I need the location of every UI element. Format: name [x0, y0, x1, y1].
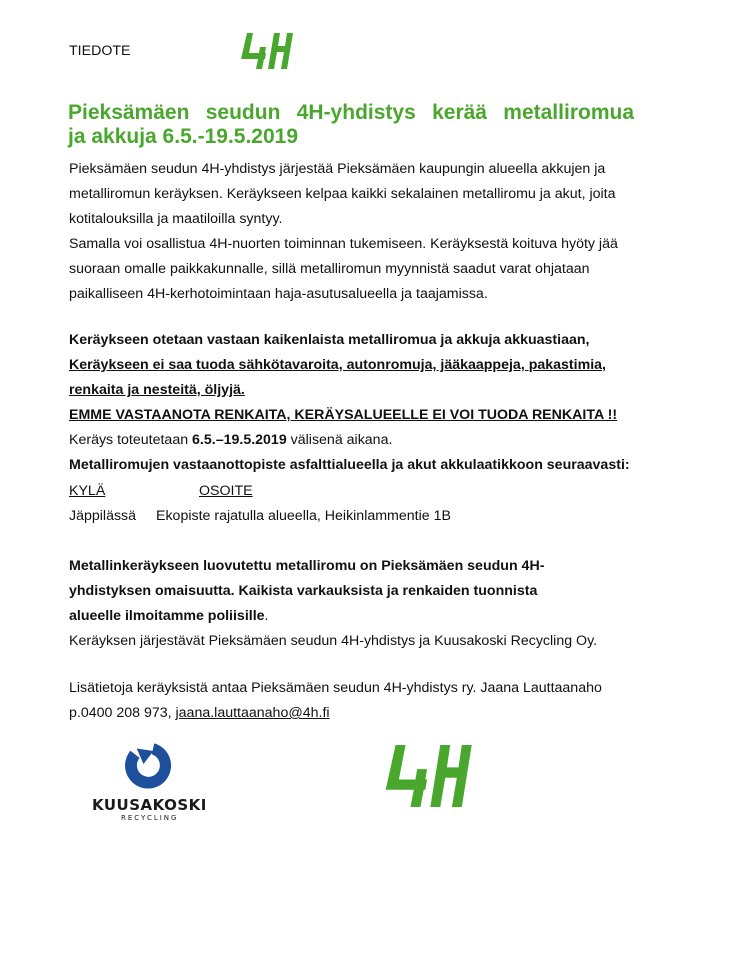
4h-logo-large — [384, 745, 480, 807]
collection-period — [69, 432, 392, 448]
intro-line: suoraan omalle paikkakunnalle, sillä metalliromun myynnistä saadut varat ohjataan — [69, 261, 590, 277]
contact-info: Lisätietoja keräyksistä antaa Pieksämäen seudun 4H-yhdistys ry. Jaana Lauttaanaho — [69, 680, 602, 696]
organizers-text: Keräyksen järjestävät Pieksämäen seudun 4H-yhdistys ja Kuusakoski Recycling Oy. — [69, 633, 598, 649]
not-allowed-items-line-1: Keräykseen ei saa tuoda sähkötavaroita, autonromuja, jääkaappeja, pakastimia, — [69, 357, 606, 373]
dropoff-instructions: Metalliromujen vastaanottopiste asfalttialueella ja akut akkulaatikkoon seuraavasti: — [69, 457, 630, 473]
intro-line: kotitalouksilla ja maatiloilla syntyy. — [69, 211, 283, 227]
intro-line: Pieksämäen seudun 4H-yhdistys järjestää Pieksämäen kaupungin alueella akkujen ja — [69, 161, 606, 177]
contact-phone-line — [69, 705, 330, 721]
kuusakoski-logo-icon — [121, 740, 177, 792]
intro-line: paikalliseen 4H-kerhotoimintaan haja-asutusalueella ja taajamissa. — [69, 286, 488, 302]
document-type-label: TIEDOTE — [69, 43, 131, 59]
period-suffix: välisenä aikana. — [286, 432, 393, 448]
not-allowed-items-line-2: renkaita ja nesteitä, öljyjä. — [69, 382, 245, 398]
location-village: Jäppilässä — [69, 508, 137, 524]
period-prefix: Keräys toteutetaan — [69, 432, 193, 448]
ownership-line — [69, 608, 269, 624]
headline-line-2: ja akkuja 6.5.-19.5.2019 — [68, 125, 299, 148]
address-column-header: OSOITE — [199, 483, 253, 499]
no-tyres-notice: EMME VASTAANOTA RENKAITA, KERÄYSALUEELLE EI VOI TUODA RENKAITA !! — [69, 407, 618, 423]
kuusakoski-tagline: RECYCLING — [121, 814, 179, 822]
police-notice-end: . — [264, 608, 269, 624]
kuusakoski-wordmark: KUUSAKOSKI — [92, 796, 207, 814]
accepted-items-text: Keräykseen otetaan vastaan kaikenlaista metalliromua ja akkuja akkuastiaan, — [69, 332, 590, 348]
location-address: Ekopiste rajatulla alueella, Heikinlammentie 1B — [156, 508, 451, 524]
4h-logo-small — [240, 33, 298, 69]
headline-line-1: Pieksämäen seudun 4H-yhdistys kerää metalliromua — [68, 101, 634, 124]
ownership-line: Metallinkeräykseen luovutettu metalliromu on Pieksämäen seudun 4H- — [69, 558, 545, 574]
village-column-header: KYLÄ — [69, 483, 106, 499]
email-link[interactable]: jaana.lauttaanaho@4h.fi — [175, 705, 330, 721]
intro-line: Samalla voi osallistua 4H-nuorten toiminnan tukemiseen. Keräyksestä koituva hyöty jää — [69, 236, 618, 252]
ownership-line: yhdistyksen omaisuutta. Kaikista varkauksista ja renkaiden tuonnista — [69, 583, 538, 599]
phone-number: p.0400 208 973, — [69, 705, 176, 721]
police-notice: alueelle ilmoitamme poliisille — [69, 608, 265, 624]
period-dates: 6.5.–19.5.2019 — [192, 432, 287, 448]
intro-line: metalliromun keräyksen. Keräykseen kelpaa kaikki sekalainen metalliromu ja akut, joita — [69, 186, 616, 202]
